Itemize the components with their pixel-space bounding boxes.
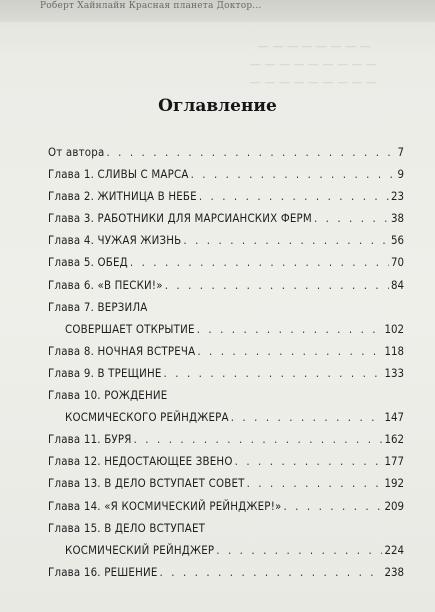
bleed-through-text: — — — — — — — —: [258, 40, 371, 53]
toc-entry-title: Глава 1. СЛИВЫ С МАРСА: [48, 167, 189, 182]
toc-entry-title: От автора: [48, 145, 105, 159]
toc-entry-title-continued: СОВЕРШАЕТ ОТКРЫТИЕ: [65, 321, 195, 336]
toc-entry[interactable]: [48, 207, 404, 229]
toc-entry-title: Глава 2. ЖИТНИЦА В НЕБЕ: [48, 189, 197, 204]
toc-page-number: 133: [384, 365, 404, 380]
dot-leader: [191, 163, 396, 185]
toc-entry[interactable]: [48, 340, 404, 362]
toc-entry-title: Глава 15. В ДЕЛО ВСТУПАЕТ: [48, 520, 206, 535]
toc-entry[interactable]: [48, 472, 404, 494]
dot-leader: [216, 539, 382, 561]
toc-entry[interactable]: [48, 450, 404, 472]
toc-title: Оглавление: [158, 96, 277, 116]
toc-entry-title: Глава 7. ВЕРЗИЛА: [48, 299, 148, 314]
dot-leader: [165, 274, 389, 296]
toc-page-number: 177: [384, 454, 404, 469]
dot-leader: [106, 141, 395, 163]
dot-leader: [231, 406, 383, 428]
bleed-through-text: — — — — — — — — —: [250, 58, 377, 71]
running-head: Роберт Хайнлайн Красная планета Доктор...: [40, 1, 262, 11]
dot-leader: [199, 185, 389, 207]
previous-page-strip: [0, 0, 435, 22]
toc-entry-title: Глава 11. БУРЯ: [48, 432, 132, 447]
toc-entry-title: Глава 13. В ДЕЛО ВСТУПАЕТ СОВЕТ: [48, 476, 245, 491]
toc-entry-title: Глава 3. РАБОТНИКИ ДЛЯ МАРСИАНСКИХ ФЕРМ: [48, 211, 312, 226]
bleed-through-text: — — — — — — — — —: [250, 76, 377, 89]
toc-page-number: 7: [397, 145, 404, 159]
toc-entry[interactable]: [48, 274, 404, 296]
toc-entry-title: Глава 8. НОЧНАЯ ВСТРЕЧА: [48, 343, 196, 358]
toc-entry[interactable]: [48, 251, 404, 273]
toc-entry[interactable]: [48, 362, 404, 384]
dot-leader: [130, 251, 389, 273]
toc-entry-title: Глава 9. В ТРЕЩИНЕ: [48, 365, 162, 380]
toc-page-number: 84: [390, 277, 404, 292]
toc-page-number: 38: [390, 211, 404, 226]
dot-leader: [314, 207, 389, 229]
dot-leader: [160, 561, 383, 583]
dot-leader: [197, 318, 383, 340]
dot-leader: [247, 472, 383, 494]
toc-entry-title: Глава 5. ОБЕД: [48, 255, 128, 270]
toc-entry[interactable]: [48, 141, 404, 163]
table-of-contents: [48, 141, 404, 583]
toc-page-number: 102: [384, 321, 404, 336]
toc-entry[interactable]: [48, 296, 404, 340]
toc-page-number: 9: [397, 167, 404, 182]
toc-entry[interactable]: [48, 428, 404, 450]
toc-entry[interactable]: [48, 384, 404, 428]
toc-entry-title-continued: КОСМИЧЕСКИЙ РЕЙНДЖЕР: [65, 542, 215, 557]
toc-page-number: 56: [390, 233, 404, 248]
toc-entry[interactable]: [48, 163, 404, 185]
dot-leader: [197, 340, 382, 362]
dot-leader: [283, 495, 382, 517]
toc-page-number: 118: [384, 343, 404, 358]
toc-entry[interactable]: [48, 517, 404, 561]
toc-page-number: 238: [384, 564, 404, 579]
toc-entry-title: Глава 4. ЧУЖАЯ ЖИЗНЬ: [48, 233, 182, 248]
dot-leader: [183, 229, 389, 251]
toc-entry-title: Глава 10. РОЖДЕНИЕ: [48, 388, 168, 403]
toc-entry[interactable]: [48, 229, 404, 251]
dot-leader: [164, 362, 383, 384]
toc-entry-title: Глава 12. НЕДОСТАЮЩЕЕ ЗВЕНО: [48, 454, 233, 469]
toc-page-number: 192: [384, 476, 404, 491]
toc-page-number: 224: [384, 542, 404, 557]
toc-entry-title: Глава 14. «Я КОСМИЧЕСКИЙ РЕЙНДЖЕР!»: [48, 498, 282, 513]
toc-page-number: 162: [384, 432, 404, 447]
toc-page-number: 70: [390, 255, 404, 270]
toc-entry-title: Глава 6. «В ПЕСКИ!»: [48, 277, 163, 292]
toc-page-number: 23: [390, 189, 404, 204]
toc-page-number: 147: [384, 410, 404, 425]
toc-entry[interactable]: [48, 561, 404, 583]
toc-entry[interactable]: [48, 495, 404, 517]
toc-entry-title: Глава 16. РЕШЕНИЕ: [48, 564, 158, 579]
toc-entry-title-continued: КОСМИЧЕСКОГО РЕЙНДЖЕРА: [65, 410, 229, 425]
toc-page-number: 209: [384, 498, 404, 513]
toc-entry[interactable]: [48, 185, 404, 207]
dot-leader: [134, 428, 383, 450]
dot-leader: [235, 450, 383, 472]
